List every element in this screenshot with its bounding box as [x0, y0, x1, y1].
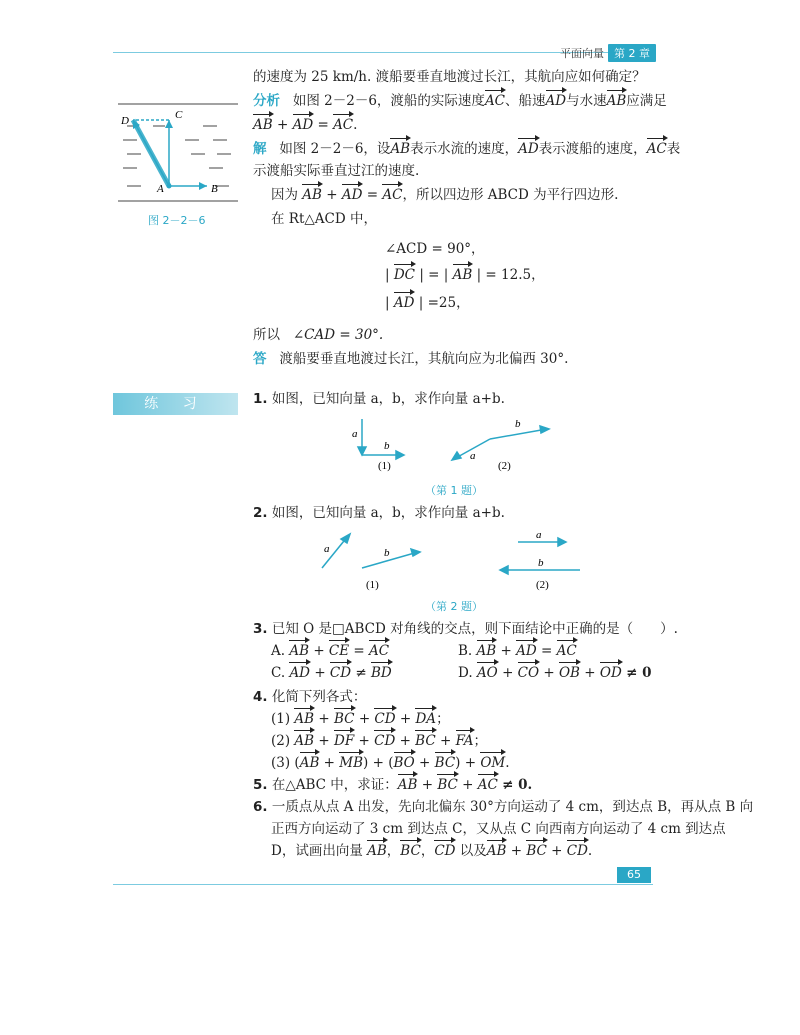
q6-text-3b: 以及: [459, 843, 487, 859]
op-equals: =: [366, 187, 379, 203]
solution-eq-3: [385, 294, 470, 312]
vec-cd: CD: [329, 665, 352, 681]
q5-text: [253, 776, 532, 794]
solution-text-2: 表示水流的速度，: [410, 141, 519, 157]
q1-label-b2: b: [515, 418, 521, 430]
op-plus: +: [584, 665, 596, 681]
so-equation: ∠CAD = 30°.: [292, 327, 384, 343]
op-plus: +: [323, 755, 335, 771]
op-plus: +: [399, 733, 411, 749]
vec-ao: AO: [476, 665, 498, 681]
answer-text: 渡船要垂直地渡过长江，其航向应为北偏西 30°.: [279, 351, 569, 367]
header-chapter: 第 2 章: [608, 44, 656, 62]
vec-bc: BC: [526, 843, 547, 859]
q1-label-a2: a: [470, 450, 476, 462]
vec-od: OD: [599, 665, 622, 681]
vec-ab: AB: [397, 777, 418, 793]
paren-close: ): [363, 755, 369, 771]
figure-caption: 图 2－2－6: [148, 214, 206, 227]
vec-ab: AB: [294, 711, 315, 727]
vec-ac: AC: [333, 117, 354, 133]
solution-line-2: 示渡船实际垂直过江的速度.: [253, 163, 420, 179]
op-plus: +: [314, 665, 326, 681]
q1-text: [253, 390, 505, 408]
period: .: [505, 755, 510, 771]
solution-text-3: 表示渡船的速度，: [538, 141, 647, 157]
q4-part-1: [271, 710, 450, 728]
q4-part-3: [271, 754, 510, 772]
eq2-end: | = 12.5，: [476, 267, 545, 283]
op-plus: +: [372, 755, 384, 771]
vec-ad: AD: [341, 187, 363, 203]
part-label: (2): [271, 733, 291, 749]
vec-ab: AB: [476, 643, 497, 659]
op-plus: +: [500, 643, 512, 659]
analysis-line: [253, 92, 667, 110]
footer-rule: [113, 884, 653, 885]
q1-number: 1.: [253, 391, 268, 407]
vec-bc: BC: [434, 755, 456, 771]
vec-co: CO: [517, 665, 540, 681]
q2-sub-2: (2): [536, 579, 549, 591]
op-plus: +: [502, 665, 514, 681]
vec-ac: AC: [556, 643, 577, 659]
q2-label-b1: b: [384, 547, 390, 559]
analysis-label: 分析: [253, 93, 280, 109]
vec-bo: BO: [393, 755, 415, 771]
q2-label-a1: a: [324, 543, 330, 555]
vec-fa: FA: [455, 733, 474, 749]
fig-label-c: C: [175, 109, 183, 121]
fig-label-a: A: [157, 183, 164, 195]
q2-statement: 如图，已知向量 a，b，求作向量 a+b.: [271, 505, 505, 521]
op-equals: =: [317, 117, 329, 133]
vec-ad: AD: [393, 295, 415, 311]
op-plus: +: [439, 733, 452, 749]
option-letter: C.: [271, 665, 286, 681]
paren-open: (: [388, 755, 394, 771]
op-plus: +: [462, 777, 474, 793]
comma: ，: [386, 843, 401, 859]
op-plus: +: [276, 117, 289, 133]
because-conclusion: ，所以四边形 ABCD 为平行四边形.: [402, 187, 619, 203]
so-label: 所以: [253, 327, 280, 343]
solution-so: [253, 326, 383, 344]
op-plus: +: [318, 711, 330, 727]
op-plus: +: [358, 711, 371, 727]
analysis-text-1: 如图 2－2－6，渡船的实际速度: [292, 93, 485, 109]
analysis-text-3: 与水速: [566, 93, 607, 109]
eq3-end: | =25，: [418, 295, 470, 311]
q6-text-1: 一质点从点 A 出发，先向北偏东 30°方向运动了 4 cm，到达点 B，再从点 B 向: [271, 799, 754, 815]
q1-figure: [340, 415, 560, 475]
q2-sub-1: (1): [366, 579, 379, 591]
vec-om: OM: [480, 755, 506, 771]
vec-bc: BC: [400, 843, 421, 859]
op-plus: +: [421, 777, 434, 793]
semicolon: ；: [473, 733, 488, 749]
paren-open: (: [294, 755, 300, 771]
solution-text-4: 表: [666, 141, 681, 157]
intro-line: 的速度为 25 km/h. 渡船要垂直地渡过长江，其航向应如何确定？: [253, 69, 646, 85]
q4-part-2: [271, 732, 487, 750]
vec-ad: AD: [289, 665, 311, 681]
q6-text-3a: D，试画出向量: [271, 843, 363, 859]
solution-eq-1: ∠ACD = 90°，: [385, 241, 485, 257]
analysis-text-4: 应满足: [626, 93, 667, 109]
practice-title: 练 习: [113, 393, 238, 415]
vec-dc: DC: [393, 267, 416, 283]
vec-ab: AB: [606, 93, 627, 109]
q3-statement: 已知 O 是□ABCD 对角线的交点，则下面结论中正确的是（ ）.: [271, 621, 678, 637]
q1-sub-2: (2): [498, 460, 511, 472]
vec-ab: AB: [299, 755, 320, 771]
op-plus: +: [326, 187, 338, 203]
solution-line-3: [271, 186, 618, 204]
op-plus: +: [318, 733, 330, 749]
vec-ab: AB: [253, 117, 273, 133]
q2-text: [253, 504, 505, 522]
paren-close: ): [455, 755, 461, 771]
solution-text-1: 如图 2－2－6，设: [279, 141, 391, 157]
q1-caption: （第 1 题）: [425, 484, 483, 497]
vec-ab: AB: [294, 733, 315, 749]
q1-statement: 如图，已知向量 a，b，求作向量 a+b.: [271, 391, 505, 407]
part-label: (3): [271, 755, 291, 771]
vec-ab: AB: [452, 267, 473, 283]
op-plus: +: [313, 643, 325, 659]
vec-ab: AB: [486, 843, 507, 859]
vec-ab: AB: [289, 643, 310, 659]
vec-ab: AB: [367, 843, 387, 859]
op-plus: +: [464, 755, 477, 771]
op-equals: =: [353, 643, 365, 659]
q6-line-2: 正西方向运动了 3 cm 到达点 C，又从点 C 向西南方向运动了 4 cm 到达点: [271, 821, 726, 837]
solution-line-4: 在 Rt△ACD 中，: [271, 211, 377, 227]
q4-text: [253, 688, 366, 706]
vec-ac: AC: [484, 93, 506, 109]
q3-option-d[interactable]: [458, 664, 652, 682]
vec-ab: AB: [390, 141, 411, 157]
answer-line: [253, 350, 568, 368]
vec-ac: AC: [477, 777, 498, 793]
vec-bc: BC: [334, 711, 355, 727]
vec-cd: CD: [566, 843, 588, 859]
analysis-equation: AB + AD = AC.: [253, 117, 358, 133]
vec-ad: AD: [518, 141, 539, 157]
abs-bar: |: [385, 295, 390, 311]
vec-ac: AC: [369, 643, 390, 659]
vec-ad: AD: [292, 117, 314, 133]
op-plus: +: [510, 843, 523, 859]
q2-label-a2: a: [536, 529, 542, 541]
op-not-equal: ≠: [355, 665, 367, 681]
vec-ob: OB: [558, 665, 580, 681]
vec-ac: AC: [646, 141, 667, 157]
q2-figure: [310, 528, 590, 592]
q6-line-3: D，试画出向量 AB，BC，CD 以及AB + BC + CD.: [271, 843, 593, 859]
not-equal-zero: ≠ 0: [626, 665, 652, 681]
solution-label: 解: [253, 141, 267, 157]
vec-cd: CD: [434, 843, 456, 859]
vec-ce: CE: [328, 643, 350, 659]
vec-ac: AC: [382, 187, 403, 203]
q2-number: 2.: [253, 505, 268, 521]
vec-ad: AD: [516, 643, 537, 659]
op-plus: +: [358, 733, 370, 749]
q5-statement: 在△ABC 中，求证：: [271, 777, 398, 793]
op-plus: +: [419, 755, 431, 771]
solution-eq-2: [385, 266, 545, 284]
q2-caption: （第 2 题）: [425, 600, 483, 613]
vec-mb: MB: [339, 755, 364, 771]
option-letter: B.: [458, 643, 473, 659]
semicolon: ；: [436, 711, 450, 727]
page-number: 65: [617, 867, 651, 883]
vec-bc: BC: [437, 777, 458, 793]
eq2-mid: | = |: [419, 267, 449, 283]
q1-label-a1: a: [352, 428, 358, 440]
option-letter: D.: [458, 665, 473, 681]
q3-text: [253, 620, 678, 638]
analysis-text-2: 、船速: [505, 93, 546, 109]
q3-number: 3.: [253, 621, 268, 637]
solution-line-1: [253, 140, 680, 158]
figure-2-2-6: [113, 100, 243, 210]
vec-bc: BC: [415, 733, 436, 749]
vec-cd: CD: [374, 711, 396, 727]
vec-bd: BD: [370, 665, 392, 681]
q3-option-a[interactable]: [271, 642, 389, 660]
page-header: [560, 44, 656, 62]
q3-option-c[interactable]: [271, 664, 392, 682]
vec-ad: AD: [545, 93, 567, 109]
vec-cd: CD: [374, 733, 396, 749]
q1-label-b1: b: [384, 440, 390, 452]
not-equal-zero: ≠ 0.: [502, 777, 533, 793]
q6-number: 6.: [253, 799, 268, 815]
q6-line-1: [253, 798, 753, 816]
op-plus: +: [551, 843, 563, 859]
q1-sub-1: (1): [378, 460, 391, 472]
op-plus: +: [543, 665, 555, 681]
q3-option-b[interactable]: [458, 642, 577, 660]
q5-number: 5.: [253, 777, 268, 793]
answer-label: 答: [253, 351, 267, 367]
abs-bar: |: [385, 267, 390, 283]
q2-label-b2: b: [538, 557, 544, 569]
op-equals: =: [540, 643, 553, 659]
op-plus: +: [399, 711, 412, 727]
q4-number: 4.: [253, 689, 268, 705]
vec-ab: AB: [302, 187, 322, 203]
part-label: (1): [271, 711, 291, 727]
comma: ，: [420, 843, 435, 859]
header-title: 平面向量: [560, 47, 604, 60]
fig-label-b: B: [211, 183, 218, 195]
q4-statement: 化简下列各式：: [271, 689, 367, 705]
vec-df: DF: [334, 733, 355, 749]
fig-label-d: D: [121, 115, 129, 127]
vec-da: DA: [415, 711, 437, 727]
option-letter: A.: [271, 643, 286, 659]
because-text: 因为: [271, 187, 298, 203]
